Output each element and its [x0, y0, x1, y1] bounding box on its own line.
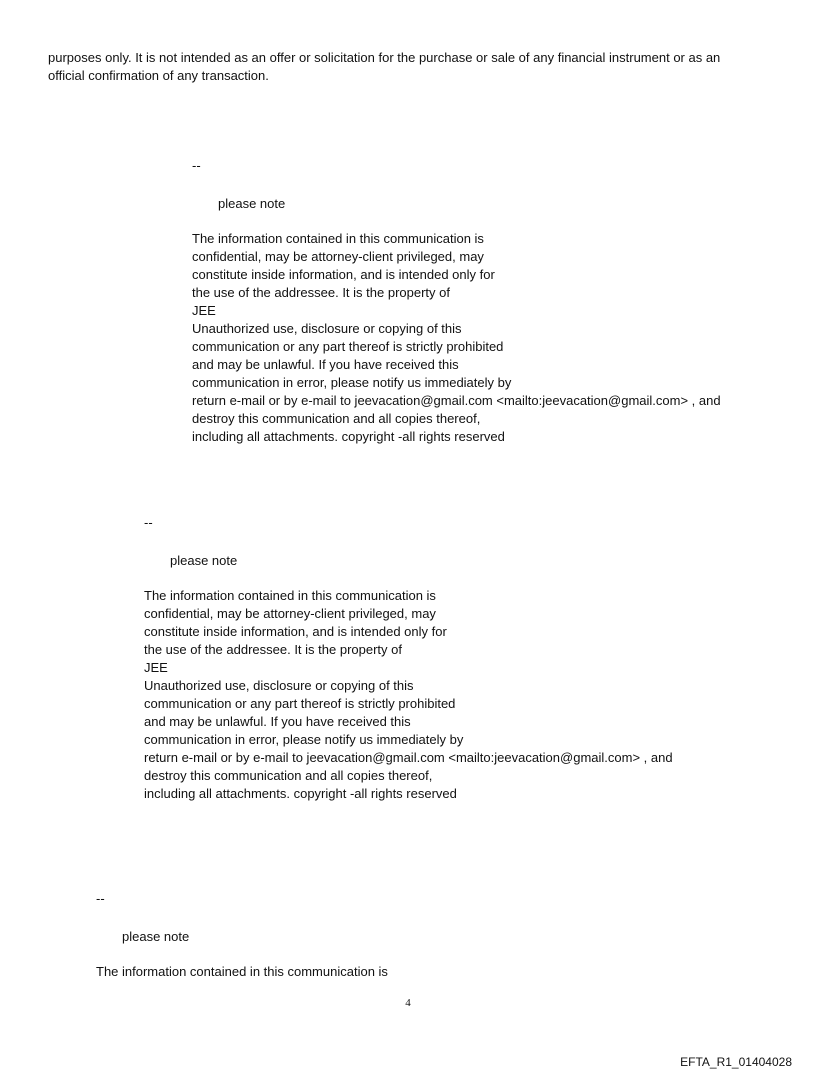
- notice-line: JEE: [192, 303, 216, 318]
- notice-line: the use of the addressee. It is the property of: [192, 285, 450, 300]
- notice-line: communication in error, please notify us immediately by: [144, 732, 464, 747]
- notice-line: destroy this communication and all copies thereof,: [192, 411, 481, 426]
- notice-body: [144, 587, 673, 803]
- notice-separator: --: [192, 158, 201, 173]
- notice-line: The information contained in this communication is: [96, 964, 388, 979]
- intro-line-2: official confirmation of any transaction.: [48, 68, 269, 83]
- notice-separator: --: [96, 891, 105, 906]
- notice-line: confidential, may be attorney-client privileged, may: [144, 606, 436, 621]
- notice-line: destroy this communication and all copies thereof,: [144, 768, 433, 783]
- notice-line: Unauthorized use, disclosure or copying of this: [192, 321, 462, 336]
- notice-line: including all attachments. copyright -all rights reserved: [192, 429, 505, 444]
- notice-heading: please note: [122, 929, 190, 944]
- notice-line: Unauthorized use, disclosure or copying of this: [144, 678, 414, 693]
- notice-line: return e-mail or by e-mail to jeevacation@gmail.com <mailto:jeevacation@gmail.com> , and: [192, 393, 721, 408]
- notice-line: JEE: [144, 660, 168, 675]
- notice-line: the use of the addressee. It is the property of: [144, 642, 402, 657]
- confidentiality-notice-3: [96, 890, 388, 981]
- document-id: EFTA_R1_01404028: [680, 1055, 792, 1069]
- notice-line: communication or any part thereof is strictly prohibited: [192, 339, 504, 354]
- notice-line: and may be unlawful. If you have received this: [144, 714, 411, 729]
- notice-separator: --: [144, 515, 153, 530]
- intro-line-1: purposes only. It is not intended as an offer or solicitation for the purchase or sale of any financial instrument or as an: [48, 50, 721, 65]
- notice-line: return e-mail or by e-mail to jeevacation@gmail.com <mailto:jeevacation@gmail.com> , and: [144, 750, 673, 765]
- notice-body: [96, 963, 388, 981]
- notice-line: The information contained in this communication is: [144, 588, 436, 603]
- confidentiality-notice-2: [144, 514, 673, 803]
- notice-line: including all attachments. copyright -all rights reserved: [144, 786, 457, 801]
- notice-line: confidential, may be attorney-client privileged, may: [192, 249, 484, 264]
- confidentiality-notice-1: [192, 157, 721, 446]
- notice-line: communication or any part thereof is strictly prohibited: [144, 696, 456, 711]
- notice-line: constitute inside information, and is intended only for: [192, 267, 495, 282]
- page-number: 4: [405, 997, 411, 1009]
- notice-line: and may be unlawful. If you have received this: [192, 357, 459, 372]
- notice-line: constitute inside information, and is intended only for: [144, 624, 447, 639]
- notice-body: [192, 230, 721, 446]
- intro-paragraph: [48, 49, 778, 85]
- notice-line: communication in error, please notify us immediately by: [192, 375, 512, 390]
- notice-heading: please note: [170, 553, 238, 568]
- notice-heading: please note: [218, 196, 286, 211]
- notice-line: The information contained in this communication is: [192, 231, 484, 246]
